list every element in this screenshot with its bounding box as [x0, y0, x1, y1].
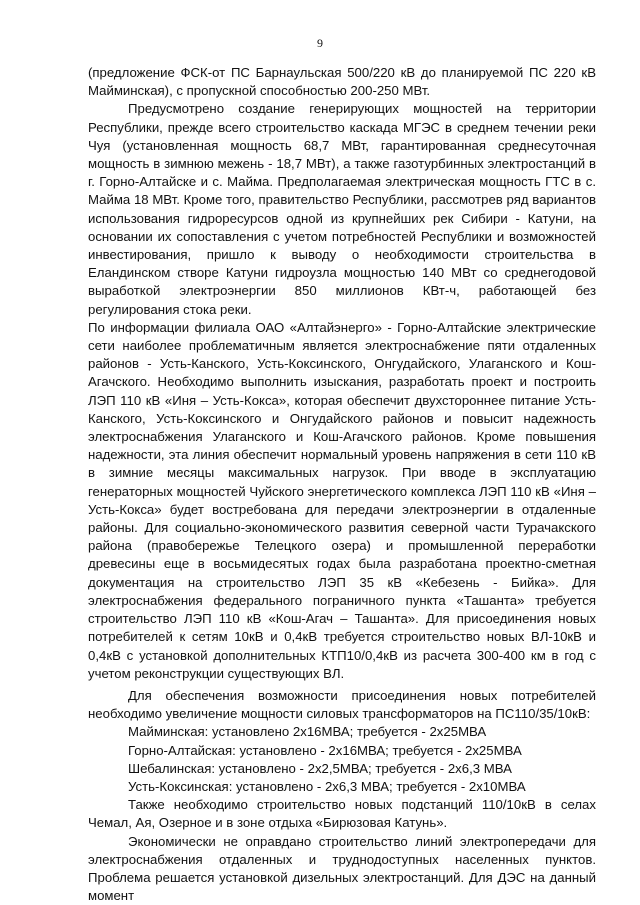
paragraph-grid-info: По информации филиала ОАО «Алтайэнерго» - Горно-Алтайские электрические сети наиболее проблематичным является электроснабжение пяти отдаленных районов - Усть-Канского, Усть-Коксинского, Онгудайского, Улаганского и Кош-Агачского. Необходимо выполнить изыскания, разработать проект и построить ЛЭП 110 кВ «Иня – Усть-Кокса», которая обеспечит двухстороннее питание Усть-Канского, Усть-Коксинского и Онгудайского районов и повысит надежность электроснабжения Улаганского и Кош-Агачского районов. Кроме повышения надежности, эта линия обеспечит нормальный уровень напряжения в сети 110 кВ в зимние месяцы максимальных нагрузок. При вводе в эксплуатацию генераторных мощностей Чуйского энергетического комплекса ЛЭП 110 кВ «Иня – Усть-Кокса» будет востребована для передачи электроэнергии в отдаленные районы. Для социально-экономического развития северной части Турачакского района (правобережье Телецкого озера) и промышленной переработки древесины еще в восьмидесятых годах была разработана проектно-сметная документация на строительство ЛЭП 35 кВ «Кебезень - Бийка». Для электроснабжения федерального пограничного пункта «Ташанта» требуется строительство ЛЭП 110 кВ «Кош-Агач – Ташанта». Для присоединения новых потребителей к сетям 10кВ и 0,4кВ требуется строительство новых ВЛ-10кВ и 0,4кВ с установкой дополнительных КТП10/0,4кВ из расчета 300-400 км в год с учетом реконструкции существующих ВЛ.	[88, 319, 596, 681]
page-number: 9	[317, 36, 323, 50]
list-item: Усть-Коксинская: установлено - 2х6,3 МВА; требуется - 2х10МВА	[128, 778, 526, 794]
paragraph-generation: Предусмотрено создание генерирующих мощностей на территории Республики, прежде всего строительство каскада МГЭС в среднем течении реки Чуя (установленная мощность 68,7 МВт, гарантированная среднесуточная мощность в зимнюю межень - 18,7 МВт), а также газотурбинных электростанций в г. Горно-Алтайске и с. Майма. Предполагаемая электрическая мощность ГТС в с. Майма 18 МВт. Кроме того, правительство Республики, рассмотрев ряд вариантов использования гидроресурсов одной из крупнейших рек Сибири - Катуни, на основании их сопоставления с учетом потребностей Республики и возможностей инвестирования, пришло к выводу о необходимости строительства в Еландинском створе Катуни гидроузла мощностью 140 МВт со среднегодовой выработкой электроэнергии 850 миллионов КВт-ч, работающей без регулирования стока реки.	[88, 101, 596, 317]
document-body	[88, 64, 596, 905]
list-item: Майминская: установлено 2х16МВА; требуется - 2х25МВА	[128, 724, 487, 740]
paragraph-intro: (предложение ФСК-от ПС Барнаульская 500/220 кВ до планируемой ПС 220 кВ Майминская), с пропускной способностью 200-250 МВт.	[88, 65, 596, 99]
paragraph-new-substations: Также необходимо строительство новых подстанций 110/10кВ в селах Чемал, Ая, Озерное и в зоне отдыха «Бирюзовая Катунь».	[88, 797, 596, 831]
paragraph-transformers: Для обеспечения возможности присоединения новых потребителей необходимо увеличение мощности силовых трансформаторов на ПС110/35/10кВ:	[88, 687, 596, 722]
list-item: Шебалинская: установлено - 2х2,5МВА; требуется - 2х6,3 МВА	[128, 760, 512, 776]
substation-list	[88, 723, 596, 796]
list-item: Горно-Алтайская: установлено - 2х16МВА; требуется - 2х25МВА	[128, 742, 522, 758]
paragraph-diesel: Экономически не оправдано строительство линий электропередачи для электроснабжения отдаленных и труднодоступных населенных пунктов. Проблема решается установкой дизельных электростанций. Для ДЭС на данный момент	[88, 833, 596, 904]
